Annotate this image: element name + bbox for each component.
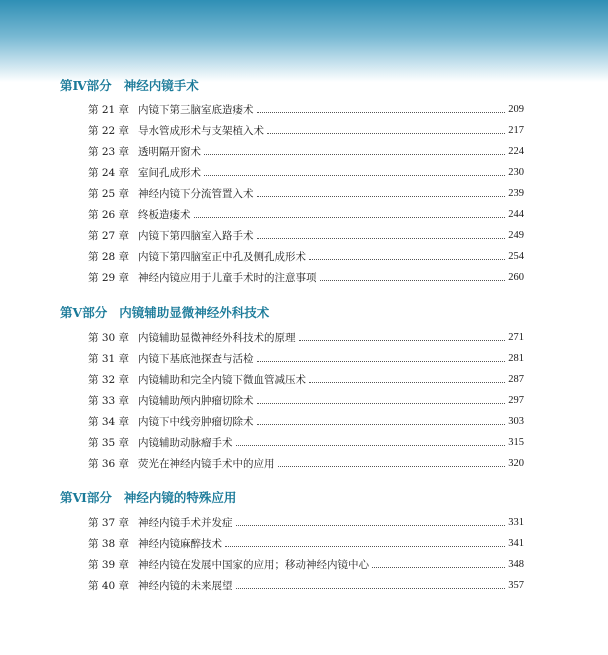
chapter-number: 第 32 章 <box>88 373 130 386</box>
chapter-number: 第 29 章 <box>88 271 130 284</box>
toc-entry[interactable] <box>88 329 524 345</box>
chapter-number: 第 33 章 <box>88 394 130 407</box>
page-number: 281 <box>508 352 524 364</box>
leader-dots <box>257 402 506 404</box>
part-title: 神经内镜的特殊应用 <box>123 490 237 505</box>
toc-entry[interactable] <box>88 248 524 264</box>
page-number: 217 <box>508 124 524 136</box>
leader-dots <box>257 111 506 113</box>
page-number: 320 <box>508 457 524 469</box>
leader-dots <box>257 237 506 239</box>
chapter-title: 内镜下第三脑室底造瘘术 <box>138 103 254 116</box>
leader-dots <box>225 545 505 547</box>
page-number: 249 <box>508 229 524 241</box>
page-number: 303 <box>508 415 524 427</box>
leader-dots <box>299 339 506 341</box>
chapter-title: 内镜下第四脑室正中孔及侧孔成形术 <box>138 250 306 263</box>
chapter-title: 神经内镜麻醉技术 <box>138 537 222 550</box>
leader-dots <box>236 524 506 526</box>
toc-entry[interactable] <box>88 185 524 201</box>
chapter-number: 第 36 章 <box>88 457 130 470</box>
chapter-title: 内镜辅助颅内肿瘤切除术 <box>138 394 254 407</box>
chapter-number: 第 28 章 <box>88 250 130 263</box>
chapter-title: 内镜辅助和完全内镜下微血管减压术 <box>138 373 306 386</box>
toc-entry[interactable] <box>88 227 524 243</box>
toc-entry[interactable] <box>88 514 524 530</box>
chapter-number: 第 22 章 <box>88 124 130 137</box>
toc-entry[interactable] <box>88 101 524 117</box>
chapter-number: 第 26 章 <box>88 208 130 221</box>
page-number: 239 <box>508 187 524 199</box>
chapter-number: 第 39 章 <box>88 558 130 571</box>
page-number: 254 <box>508 250 524 262</box>
leader-dots <box>257 423 506 425</box>
chapter-title: 神经内镜手术并发症 <box>138 516 233 529</box>
toc-entry[interactable] <box>88 535 524 551</box>
chapter-title: 透明隔开窗术 <box>138 145 201 158</box>
chapter-number: 第 31 章 <box>88 352 130 365</box>
chapter-number: 第 27 章 <box>88 229 130 242</box>
part-heading <box>60 488 236 506</box>
page-number: 341 <box>508 537 524 549</box>
toc-entry[interactable] <box>88 350 524 366</box>
leader-dots <box>309 381 505 383</box>
leader-dots <box>204 174 505 176</box>
toc-entry[interactable] <box>88 556 524 572</box>
chapter-title: 终板造瘘术 <box>138 208 191 221</box>
part-title: 内镜辅助显微神经外科技术 <box>119 305 270 320</box>
chapter-title: 内镜下基底池探查与活检 <box>138 352 254 365</box>
chapter-title: 导水管成形术与支架植入术 <box>138 124 264 137</box>
page-number: 315 <box>508 436 524 448</box>
leader-dots <box>204 153 505 155</box>
page-number: 287 <box>508 373 524 385</box>
part-label: 第Ⅳ部分 <box>60 78 112 93</box>
page-number: 260 <box>508 271 524 283</box>
page-number: 297 <box>508 394 524 406</box>
chapter-number: 第 23 章 <box>88 145 130 158</box>
toc-entry[interactable] <box>88 577 524 593</box>
leader-dots <box>236 444 506 446</box>
page-number: 348 <box>508 558 524 570</box>
page-number: 209 <box>508 103 524 115</box>
leader-dots <box>309 258 505 260</box>
part-label: 第Ⅵ部分 <box>60 490 112 505</box>
toc-entry[interactable] <box>88 143 524 159</box>
chapter-number: 第 38 章 <box>88 537 130 550</box>
toc-entry[interactable] <box>88 269 524 285</box>
chapter-number: 第 24 章 <box>88 166 130 179</box>
toc-entry[interactable] <box>88 206 524 222</box>
page-number: 331 <box>508 516 524 528</box>
page-number: 271 <box>508 331 524 343</box>
page-number: 357 <box>508 579 524 591</box>
leader-dots <box>194 216 506 218</box>
toc-entry[interactable] <box>88 122 524 138</box>
toc-entry[interactable] <box>88 164 524 180</box>
header-gradient-band <box>0 0 608 82</box>
chapter-number: 第 25 章 <box>88 187 130 200</box>
chapter-title: 神经内镜在发展中国家的应用；移动神经内镜中心 <box>138 558 369 571</box>
toc-entry[interactable] <box>88 371 524 387</box>
chapter-title: 内镜辅助动脉瘤手术 <box>138 436 233 449</box>
part-heading <box>60 76 199 94</box>
chapter-title: 内镜辅助显微神经外科技术的原理 <box>138 331 296 344</box>
chapter-title: 室间孔成形术 <box>138 166 201 179</box>
part-label: 第Ⅴ部分 <box>60 305 108 320</box>
chapter-number: 第 30 章 <box>88 331 130 344</box>
chapter-title: 神经内镜应用于儿童手术时的注意事项 <box>138 271 317 284</box>
toc-entry[interactable] <box>88 413 524 429</box>
chapter-title: 内镜下中线旁肿瘤切除术 <box>138 415 254 428</box>
chapter-number: 第 40 章 <box>88 579 130 592</box>
toc-entry[interactable] <box>88 392 524 408</box>
part-title: 神经内镜手术 <box>123 78 199 93</box>
leader-dots <box>267 132 505 134</box>
chapter-title: 神经内镜下分流管置入术 <box>138 187 254 200</box>
chapter-number: 第 34 章 <box>88 415 130 428</box>
chapter-number: 第 35 章 <box>88 436 130 449</box>
part-heading <box>60 303 269 321</box>
chapter-title: 内镜下第四脑室入路手术 <box>138 229 254 242</box>
leader-dots <box>257 360 506 362</box>
chapter-title: 荧光在神经内镜手术中的应用 <box>138 457 275 470</box>
chapter-title: 神经内镜的未来展望 <box>138 579 233 592</box>
chapter-number: 第 37 章 <box>88 516 130 529</box>
leader-dots <box>278 465 506 467</box>
leader-dots <box>236 587 506 589</box>
chapter-number: 第 21 章 <box>88 103 130 116</box>
leader-dots <box>320 279 506 281</box>
page-number: 224 <box>508 145 524 157</box>
leader-dots <box>257 195 506 197</box>
leader-dots <box>372 566 505 568</box>
page-number: 244 <box>508 208 524 220</box>
toc-entry[interactable] <box>88 455 524 471</box>
toc-entry[interactable] <box>88 434 524 450</box>
page-number: 230 <box>508 166 524 178</box>
